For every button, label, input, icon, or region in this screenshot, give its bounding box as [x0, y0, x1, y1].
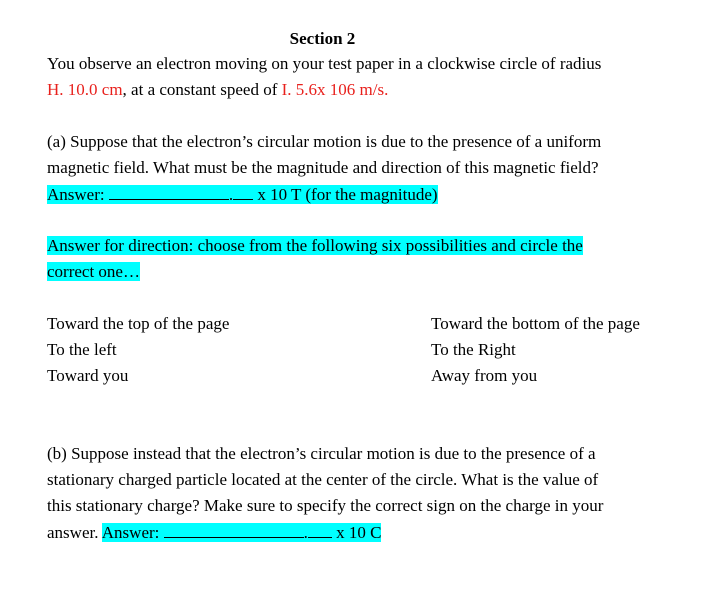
- radius-value: H. 10.0 cm: [47, 80, 123, 99]
- part-b-answer-suffix: x 10 C: [336, 523, 382, 542]
- option-bottom-of-page[interactable]: Toward the bottom of the page: [431, 314, 640, 333]
- option-right[interactable]: To the Right: [431, 340, 516, 359]
- part-b-answer-blank-2[interactable]: [308, 521, 332, 538]
- option-toward-you[interactable]: Toward you: [47, 366, 129, 385]
- part-a-line-2: magnetic field. What must be the magnitude and direction of this magnetic field?: [47, 158, 599, 177]
- section-title: Section 2: [289, 29, 356, 48]
- part-b-answer-line: [47, 521, 381, 544]
- direction-text-1: Answer for direction: choose from the following six possibilities and circle the: [47, 236, 583, 255]
- direction-text-2: correct one…: [47, 262, 140, 281]
- part-b-answer-blank-1[interactable]: [164, 521, 304, 538]
- part-b-answer-dot: .: [303, 523, 308, 542]
- part-a-answer-suffix: x 10 T (for the magnitude): [257, 185, 438, 204]
- part-a-answer-dot: .: [228, 185, 234, 204]
- intro-mid-text: , at a constant speed of: [122, 80, 282, 99]
- option-left[interactable]: To the left: [47, 340, 117, 359]
- part-a-line-1: (a) Suppose that the electron’s circular motion is due to the presence of a uniform: [47, 132, 602, 151]
- part-a-answer-label: Answer:: [47, 185, 105, 204]
- part-b-answer-label: Answer:: [101, 523, 160, 542]
- direction-line-1: [47, 235, 583, 257]
- part-a-answer-blank-2[interactable]: [233, 183, 253, 200]
- part-b-line-3: this stationary charge? Make sure to specify the correct sign on the charge in your: [47, 496, 604, 515]
- part-a-answer-highlight: [47, 185, 438, 204]
- part-a-answer-blank-1[interactable]: [109, 183, 229, 200]
- speed-value: I. 5.6x 106 m/s.: [281, 80, 389, 99]
- direction-line-2: [47, 261, 140, 283]
- intro-line-2: [47, 79, 388, 101]
- part-b-line-1: (b) Suppose instead that the electron’s circular motion is due to the presence of a: [47, 444, 596, 463]
- part-b-line-2: stationary charged particle located at the center of the circle. What is the value of: [47, 470, 599, 489]
- option-top-of-page[interactable]: Toward the top of the page: [47, 314, 230, 333]
- part-b-answer-highlight: [102, 523, 382, 542]
- part-b-prefix: answer.: [47, 523, 102, 542]
- option-away-from-you[interactable]: Away from you: [431, 366, 538, 385]
- intro-line-1: You observe an electron moving on your test paper in a clockwise circle of radius: [47, 54, 602, 73]
- part-a-answer-line: [47, 183, 438, 206]
